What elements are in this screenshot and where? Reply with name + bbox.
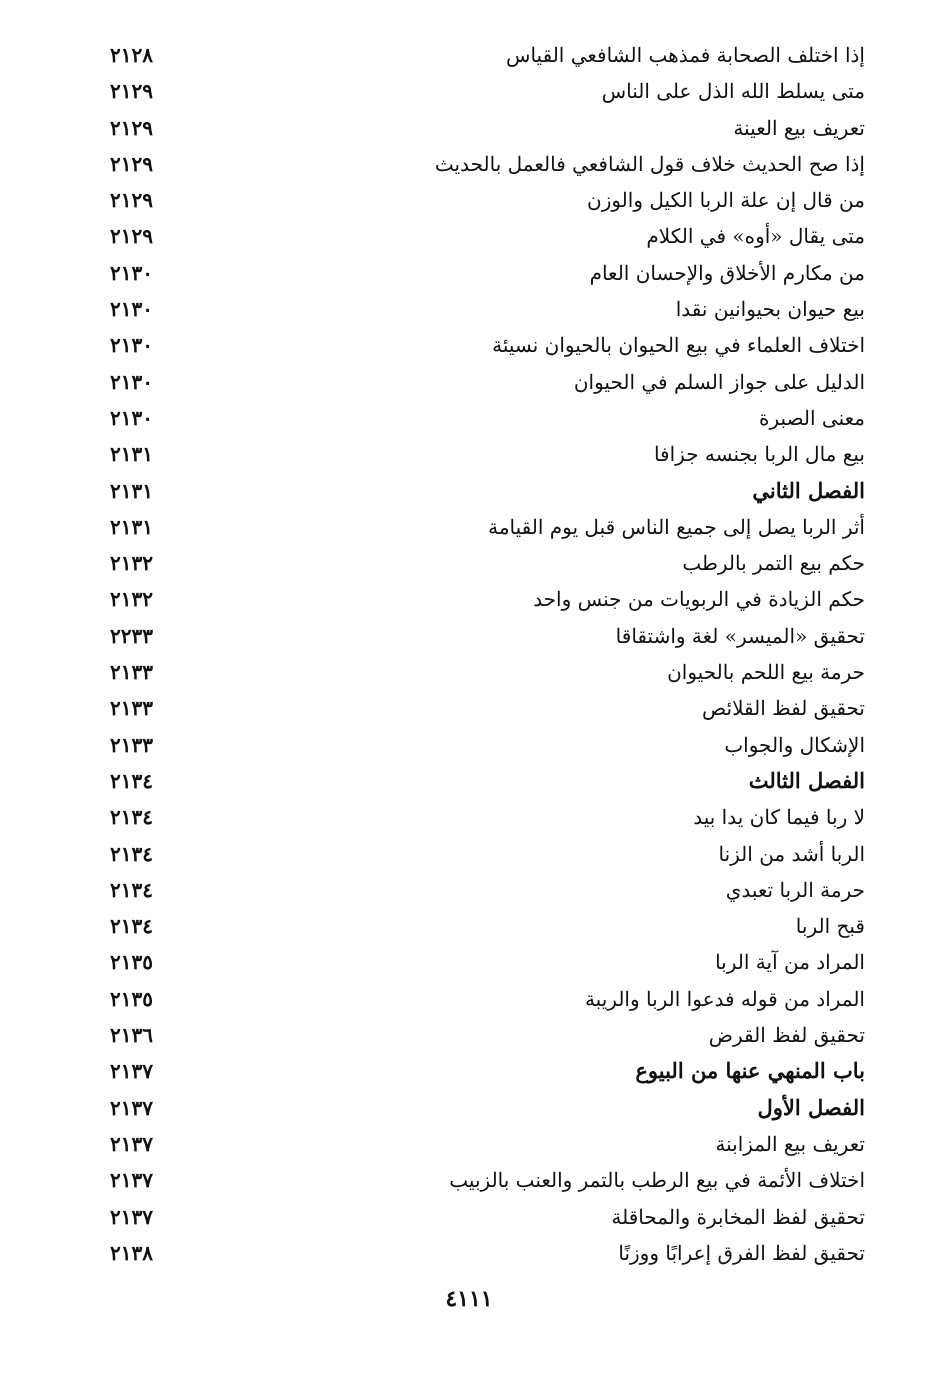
toc-entry-page-number: ٢١٣٤ xyxy=(110,768,153,793)
toc-entry xyxy=(110,1235,865,1271)
toc-entry-page-number: ٢١٣٧ xyxy=(110,1168,153,1193)
toc-entry-page-number: ٢١٣١ xyxy=(110,514,153,539)
toc-entry-page-number: ٢١٣٧ xyxy=(110,1131,153,1156)
toc-entry xyxy=(110,218,865,254)
toc-entry xyxy=(110,944,865,980)
toc-entry-page-number: ٢١٣٣ xyxy=(110,732,153,757)
toc-entry xyxy=(110,545,865,581)
toc-entry-page-number: ٢١٣١ xyxy=(110,478,153,503)
toc-entry-title: تحقيق لفظ القلائص xyxy=(702,696,865,721)
toc-entry xyxy=(110,799,865,835)
toc-entry xyxy=(110,872,865,908)
toc-entry-title: بيع مال الربا بجنسه جزافا xyxy=(653,442,865,467)
toc-entry-page-number: ٢١٣٤ xyxy=(110,877,153,902)
toc-entry-page-number: ٢١٣٤ xyxy=(110,841,153,866)
toc-entry xyxy=(110,690,865,726)
toc-entry-title: تعريف بيع العينة xyxy=(733,115,865,140)
toc-entry-page-number: ٢١٢٨ xyxy=(110,43,153,67)
toc-entry-page-number: ٢١٣٧ xyxy=(110,1095,153,1120)
toc-section-heading xyxy=(110,1053,865,1089)
toc-entry xyxy=(110,364,865,400)
toc-entry xyxy=(110,581,865,617)
toc-entry xyxy=(110,618,865,654)
toc-entry-page-number: ٢١٣٧ xyxy=(110,1204,153,1229)
toc-entry xyxy=(110,727,865,763)
toc-entry-title: إذا صح الحديث خلاف قول الشافعي فالعمل بالحديث xyxy=(434,151,865,176)
page-number: ٤١١١ xyxy=(445,1286,493,1312)
toc-entry-page-number: ٢١٣٢ xyxy=(110,587,153,612)
toc-entry xyxy=(110,654,865,690)
toc-entry xyxy=(110,37,865,73)
toc-entry-title: المراد من آية الربا xyxy=(715,950,865,975)
toc-entry-title: الفصل الثاني xyxy=(752,477,865,503)
toc-entry-page-number: ٢١٣٦ xyxy=(110,1023,153,1048)
toc-entry xyxy=(110,182,865,218)
toc-entry-page-number: ٢١٣٠ xyxy=(110,297,153,322)
toc-entry xyxy=(110,1199,865,1235)
toc-entry xyxy=(110,836,865,872)
toc-entry xyxy=(110,509,865,545)
toc-section-heading xyxy=(110,473,865,509)
toc-entry-page-number: ٢١٣٠ xyxy=(110,405,153,430)
toc-entry-title: متى يقال «أوه» في الكلام xyxy=(646,224,865,249)
toc-entry-page-number: ٢١٣٥ xyxy=(110,986,153,1011)
toc-entry-title: حكم الزيادة في الربويات من جنس واحد xyxy=(533,587,865,612)
toc-entry xyxy=(110,1017,865,1053)
toc-entry-page-number: ٢١٢٩ xyxy=(110,224,153,249)
toc-entry-title: تعريف بيع المزابنة xyxy=(715,1131,865,1156)
toc-entry-title: من مكارم الأخلاق والإحسان العام xyxy=(589,260,865,285)
toc-entry-page-number: ٢١٣٥ xyxy=(110,950,153,975)
toc-entry-title: الربا أشد من الزنا xyxy=(718,841,865,866)
table-of-contents xyxy=(110,37,865,1271)
toc-entry xyxy=(110,255,865,291)
toc-entry-page-number: ٢١٣٤ xyxy=(110,805,153,830)
toc-entry-title: معنى الصبرة xyxy=(759,405,865,430)
toc-entry xyxy=(110,291,865,327)
toc-entry-title: باب المنهي عنها من البيوع xyxy=(635,1058,865,1084)
toc-entry-title: من قال إن علة الربا الكيل والوزن xyxy=(587,188,865,213)
toc-entry xyxy=(110,981,865,1017)
toc-entry xyxy=(110,436,865,472)
toc-entry-title: إذا اختلف الصحابة فمذهب الشافعي القياس xyxy=(506,43,865,67)
toc-entry-page-number: ٢١٣٣ xyxy=(110,660,153,685)
toc-entry xyxy=(110,400,865,436)
toc-entry-title: لا ربا فيما كان يدا بيد xyxy=(693,805,865,830)
toc-entry-title: الإشكال والجواب xyxy=(724,732,865,757)
toc-entry-page-number: ٢١٣٨ xyxy=(110,1240,153,1265)
toc-entry-title: اختلاف العلماء في بيع الحيوان بالحيوان نسيئة xyxy=(492,333,865,358)
toc-entry-page-number: ٢١٣٠ xyxy=(110,333,153,358)
toc-entry-title: الفصل الثالث xyxy=(748,767,865,793)
toc-entry-page-number: ٢١٢٩ xyxy=(110,188,153,213)
toc-entry-title: أثر الربا يصل إلى جميع الناس قبل يوم القيامة xyxy=(488,514,865,539)
toc-entry-page-number: ٢١٣٠ xyxy=(110,260,153,285)
toc-entry-title: تحقيق لفظ القرض xyxy=(708,1023,865,1048)
toc-entry-page-number: ٢١٣٧ xyxy=(110,1059,153,1084)
toc-entry xyxy=(110,1126,865,1162)
toc-entry-page-number: ٢١٢٩ xyxy=(110,151,153,176)
toc-entry-page-number: ٢١٣٠ xyxy=(110,369,153,394)
toc-entry-page-number: ٢٢٣٣ xyxy=(110,623,153,648)
toc-entry-title: تحقيق «الميسر» لغة واشتقاقا xyxy=(615,623,865,648)
toc-entry-title: المراد من قوله فدعوا الربا والريبة xyxy=(584,986,865,1011)
toc-entry-page-number: ٢١٣٣ xyxy=(110,696,153,721)
toc-entry-page-number: ٢١٢٩ xyxy=(110,115,153,140)
toc-entry-title: حكم بيع التمر بالرطب xyxy=(682,551,865,576)
toc-entry xyxy=(110,110,865,146)
toc-section-heading xyxy=(110,1090,865,1126)
toc-entry-title: بيع حيوان بحيوانين نقدا xyxy=(675,297,865,322)
toc-entry-page-number: ٢١٢٩ xyxy=(110,79,153,104)
toc-entry-title: حرمة الربا تعبدي xyxy=(725,877,865,902)
toc-entry-page-number: ٢١٣٤ xyxy=(110,914,153,939)
toc-entry-title: تحقيق لفظ الفرق إعرابًا ووزنًا xyxy=(618,1240,865,1265)
toc-entry xyxy=(110,146,865,182)
toc-entry xyxy=(110,73,865,109)
toc-entry-page-number: ٢١٣١ xyxy=(110,442,153,467)
toc-entry-title: قبح الربا xyxy=(795,914,865,939)
toc-entry-title: اختلاف الأئمة في بيع الرطب بالتمر والعنب بالزبيب xyxy=(449,1168,865,1193)
toc-entry-page-number: ٢١٣٢ xyxy=(110,551,153,576)
toc-entry-title: حرمة بيع اللحم بالحيوان xyxy=(667,660,865,685)
toc-entry xyxy=(110,327,865,363)
toc-entry-title: الدليل على جواز السلم في الحيوان xyxy=(573,369,865,394)
toc-entry-title: الفصل الأول xyxy=(757,1094,865,1120)
toc-entry-title: تحقيق لفظ المخابرة والمحاقلة xyxy=(611,1204,865,1229)
toc-entry xyxy=(110,1162,865,1198)
toc-entry-title: متى يسلط الله الذل على الناس xyxy=(601,79,865,104)
toc-section-heading xyxy=(110,763,865,799)
toc-entry xyxy=(110,908,865,944)
